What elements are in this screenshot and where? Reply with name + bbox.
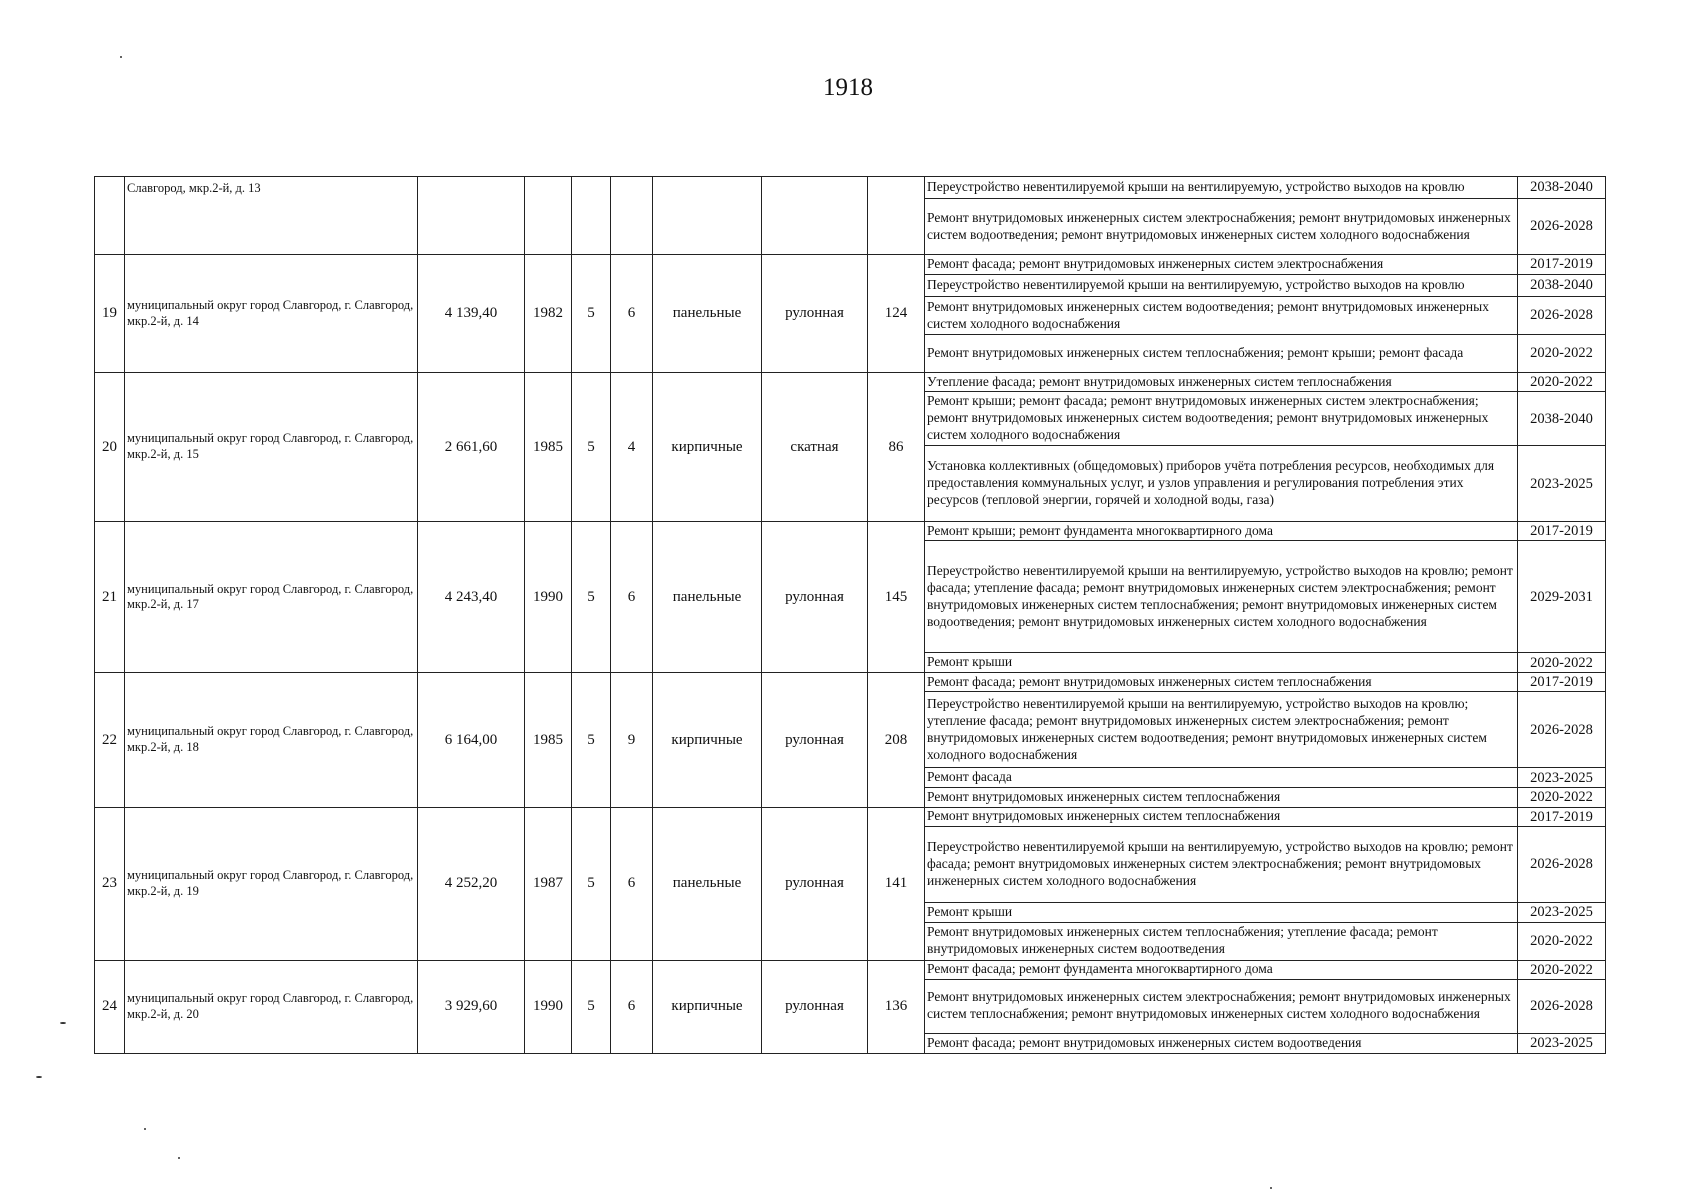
floors-cell: 5	[572, 373, 611, 522]
area-cell	[418, 177, 525, 255]
table-row	[95, 255, 1606, 275]
flats-cell: 136	[868, 960, 925, 1053]
walls-cell: кирпичные	[653, 960, 762, 1053]
area-cell: 3 929,60	[418, 960, 525, 1053]
row-number-cell: 21	[95, 522, 125, 673]
work-period-cell: 2026-2028	[1518, 979, 1606, 1033]
scan-speck	[178, 1157, 180, 1159]
entrances-cell: 9	[611, 673, 653, 807]
entrances-cell: 6	[611, 960, 653, 1053]
address-cell: муниципальный округ город Славгород, г. Славгород, мкр.2-й, д. 14	[125, 255, 418, 373]
scan-speck	[1270, 1187, 1272, 1189]
floors-cell: 5	[572, 522, 611, 673]
row-number-cell	[95, 177, 125, 255]
work-description-cell: Ремонт крыши; ремонт фасада; ремонт внутридомовых инженерных систем электроснабжения; ремонт внутридомовых инженерных систем водоотведения; ремонт внутридомовых инженерных систем холодного водоснабжения	[925, 392, 1518, 446]
roof-cell	[762, 177, 868, 255]
work-period-cell: 2026-2028	[1518, 692, 1606, 768]
area-cell: 4 252,20	[418, 807, 525, 960]
work-description-cell: Переустройство невентилируемой крыши на вентилируемую, устройство выходов на кровлю; утепление фасада; ремонт внутридомовых инженерных систем электроснабжения; ремонт внутридомовых инженерных систем водоотведения; ремонт внутридомовых инженерных систем холодного водоснабжения	[925, 692, 1518, 768]
floors-cell: 5	[572, 807, 611, 960]
work-description-cell: Ремонт внутридомовых инженерных систем теплоснабжения	[925, 807, 1518, 826]
table-row-continuation	[95, 177, 1606, 199]
entrances-cell: 6	[611, 255, 653, 373]
work-period-cell: 2020-2022	[1518, 960, 1606, 979]
work-period-cell: 2020-2022	[1518, 653, 1606, 673]
work-description-cell: Ремонт внутридомовых инженерных систем электроснабжения; ремонт внутридомовых инженерных систем теплоснабжения; ремонт внутридомовых инженерных систем холодного водоснабжения	[925, 979, 1518, 1033]
work-description-cell: Ремонт внутридомовых инженерных систем теплоснабжения; утепление фасада; ремонт внутридомовых инженерных систем водоотведения	[925, 922, 1518, 960]
roof-cell: рулонная	[762, 673, 868, 807]
work-description-cell: Переустройство невентилируемой крыши на вентилируемую, устройство выходов на кровлю; ремонт фасада; ремонт внутридомовых инженерных систем электроснабжения; ремонт внутридомовых инженерных систем холодного водоснабжения	[925, 826, 1518, 902]
work-period-cell: 2026-2028	[1518, 199, 1606, 255]
walls-cell	[653, 177, 762, 255]
table-row	[95, 373, 1606, 392]
work-period-cell: 2023-2025	[1518, 446, 1606, 522]
work-period-cell: 2026-2028	[1518, 826, 1606, 902]
work-description-cell: Ремонт внутридомовых инженерных систем теплоснабжения	[925, 788, 1518, 807]
work-period-cell: 2023-2025	[1518, 768, 1606, 788]
row-number-cell: 19	[95, 255, 125, 373]
flats-cell: 86	[868, 373, 925, 522]
walls-cell: панельные	[653, 255, 762, 373]
work-period-cell: 2017-2019	[1518, 255, 1606, 275]
roof-cell: рулонная	[762, 255, 868, 373]
row-number-cell: 22	[95, 673, 125, 807]
entrances-cell	[611, 177, 653, 255]
walls-cell: панельные	[653, 522, 762, 673]
floors-cell	[572, 177, 611, 255]
work-description-cell: Установка коллективных (общедомовых) приборов учёта потребления ресурсов, необходимых для предоставления коммунальных услуг, и узлов управления и регулирования потребления этих ресурсов (тепловой энергии, горячей и холодной воды, газа)	[925, 446, 1518, 522]
flats-cell: 145	[868, 522, 925, 673]
year-cell: 1990	[525, 522, 572, 673]
table-row	[95, 522, 1606, 541]
work-description-cell: Ремонт фасада; ремонт внутридомовых инженерных систем водоотведения	[925, 1033, 1518, 1053]
work-description-cell: Ремонт фасада; ремонт внутридомовых инженерных систем электроснабжения	[925, 255, 1518, 275]
work-period-cell: 2023-2025	[1518, 902, 1606, 922]
work-period-cell: 2038-2040	[1518, 392, 1606, 446]
roof-cell: рулонная	[762, 522, 868, 673]
scan-speck	[60, 1022, 66, 1024]
year-cell	[525, 177, 572, 255]
address-cell: Славгород, мкр.2-й, д. 13	[125, 177, 418, 255]
work-period-cell: 2020-2022	[1518, 788, 1606, 807]
address-cell: муниципальный округ город Славгород, г. Славгород, мкр.2-й, д. 15	[125, 373, 418, 522]
work-description-cell: Ремонт крыши	[925, 902, 1518, 922]
flats-cell: 124	[868, 255, 925, 373]
table-row	[95, 807, 1606, 826]
walls-cell: панельные	[653, 807, 762, 960]
work-period-cell: 2020-2022	[1518, 922, 1606, 960]
area-cell: 4 243,40	[418, 522, 525, 673]
year-cell: 1990	[525, 960, 572, 1053]
row-number-cell: 24	[95, 960, 125, 1053]
work-description-cell: Ремонт крыши; ремонт фундамента многоквартирного дома	[925, 522, 1518, 541]
table-body	[95, 177, 1606, 1054]
table-row	[95, 960, 1606, 979]
work-period-cell: 2038-2040	[1518, 275, 1606, 297]
work-description-cell: Переустройство невентилируемой крыши на вентилируемую, устройство выходов на кровлю	[925, 275, 1518, 297]
scan-speck	[144, 1128, 146, 1130]
flats-cell: 141	[868, 807, 925, 960]
work-period-cell: 2017-2019	[1518, 673, 1606, 692]
address-cell: муниципальный округ город Славгород, г. Славгород, мкр.2-й, д. 19	[125, 807, 418, 960]
work-description-cell: Переустройство невентилируемой крыши на вентилируемую, устройство выходов на кровлю; ремонт фасада; утепление фасада; ремонт внутридомовых инженерных систем электроснабжения; ремонт внутридомовых инженерных систем теплоснабжения; ремонт внутридомовых инженерных систем водоотведения; ремонт внутридомовых инженерных систем холодного водоснабжения	[925, 541, 1518, 653]
work-period-cell: 2023-2025	[1518, 1033, 1606, 1053]
entrances-cell: 6	[611, 807, 653, 960]
page-number: 1918	[823, 74, 873, 101]
work-period-cell: 2029-2031	[1518, 541, 1606, 653]
row-number-cell: 23	[95, 807, 125, 960]
housing-repair-table	[94, 176, 1606, 1054]
table-row	[95, 673, 1606, 692]
scan-speck	[36, 1076, 42, 1078]
work-description-cell: Ремонт фасада; ремонт внутридомовых инженерных систем теплоснабжения	[925, 673, 1518, 692]
row-number-cell: 20	[95, 373, 125, 522]
work-period-cell: 2017-2019	[1518, 522, 1606, 541]
work-period-cell: 2017-2019	[1518, 807, 1606, 826]
area-cell: 2 661,60	[418, 373, 525, 522]
flats-cell	[868, 177, 925, 255]
entrances-cell: 4	[611, 373, 653, 522]
year-cell: 1985	[525, 373, 572, 522]
floors-cell: 5	[572, 673, 611, 807]
address-cell: муниципальный округ город Славгород, г. Славгород, мкр.2-й, д. 20	[125, 960, 418, 1053]
work-period-cell: 2020-2022	[1518, 335, 1606, 373]
roof-cell: рулонная	[762, 960, 868, 1053]
year-cell: 1987	[525, 807, 572, 960]
flats-cell: 208	[868, 673, 925, 807]
area-cell: 4 139,40	[418, 255, 525, 373]
year-cell: 1982	[525, 255, 572, 373]
work-period-cell: 2020-2022	[1518, 373, 1606, 392]
work-description-cell: Ремонт внутридомовых инженерных систем электроснабжения; ремонт внутридомовых инженерных систем водоотведения; ремонт внутридомовых инженерных систем холодного водоснабжения	[925, 199, 1518, 255]
walls-cell: кирпичные	[653, 373, 762, 522]
work-description-cell: Ремонт фасада	[925, 768, 1518, 788]
work-description-cell: Ремонт крыши	[925, 653, 1518, 673]
scan-speck	[120, 56, 122, 58]
area-cell: 6 164,00	[418, 673, 525, 807]
walls-cell: кирпичные	[653, 673, 762, 807]
work-description-cell: Переустройство невентилируемой крыши на вентилируемую, устройство выходов на кровлю	[925, 177, 1518, 199]
address-cell: муниципальный округ город Славгород, г. Славгород, мкр.2-й, д. 18	[125, 673, 418, 807]
work-description-cell: Утепление фасада; ремонт внутридомовых инженерных систем теплоснабжения	[925, 373, 1518, 392]
work-description-cell: Ремонт фасада; ремонт фундамента многоквартирного дома	[925, 960, 1518, 979]
floors-cell: 5	[572, 255, 611, 373]
floors-cell: 5	[572, 960, 611, 1053]
roof-cell: рулонная	[762, 807, 868, 960]
work-description-cell: Ремонт внутридомовых инженерных систем теплоснабжения; ремонт крыши; ремонт фасада	[925, 335, 1518, 373]
work-period-cell: 2026-2028	[1518, 297, 1606, 335]
work-period-cell: 2038-2040	[1518, 177, 1606, 199]
entrances-cell: 6	[611, 522, 653, 673]
address-cell: муниципальный округ город Славгород, г. Славгород, мкр.2-й, д. 17	[125, 522, 418, 673]
work-description-cell: Ремонт внутридомовых инженерных систем водоотведения; ремонт внутридомовых инженерных систем холодного водоснабжения	[925, 297, 1518, 335]
roof-cell: скатная	[762, 373, 868, 522]
year-cell: 1985	[525, 673, 572, 807]
